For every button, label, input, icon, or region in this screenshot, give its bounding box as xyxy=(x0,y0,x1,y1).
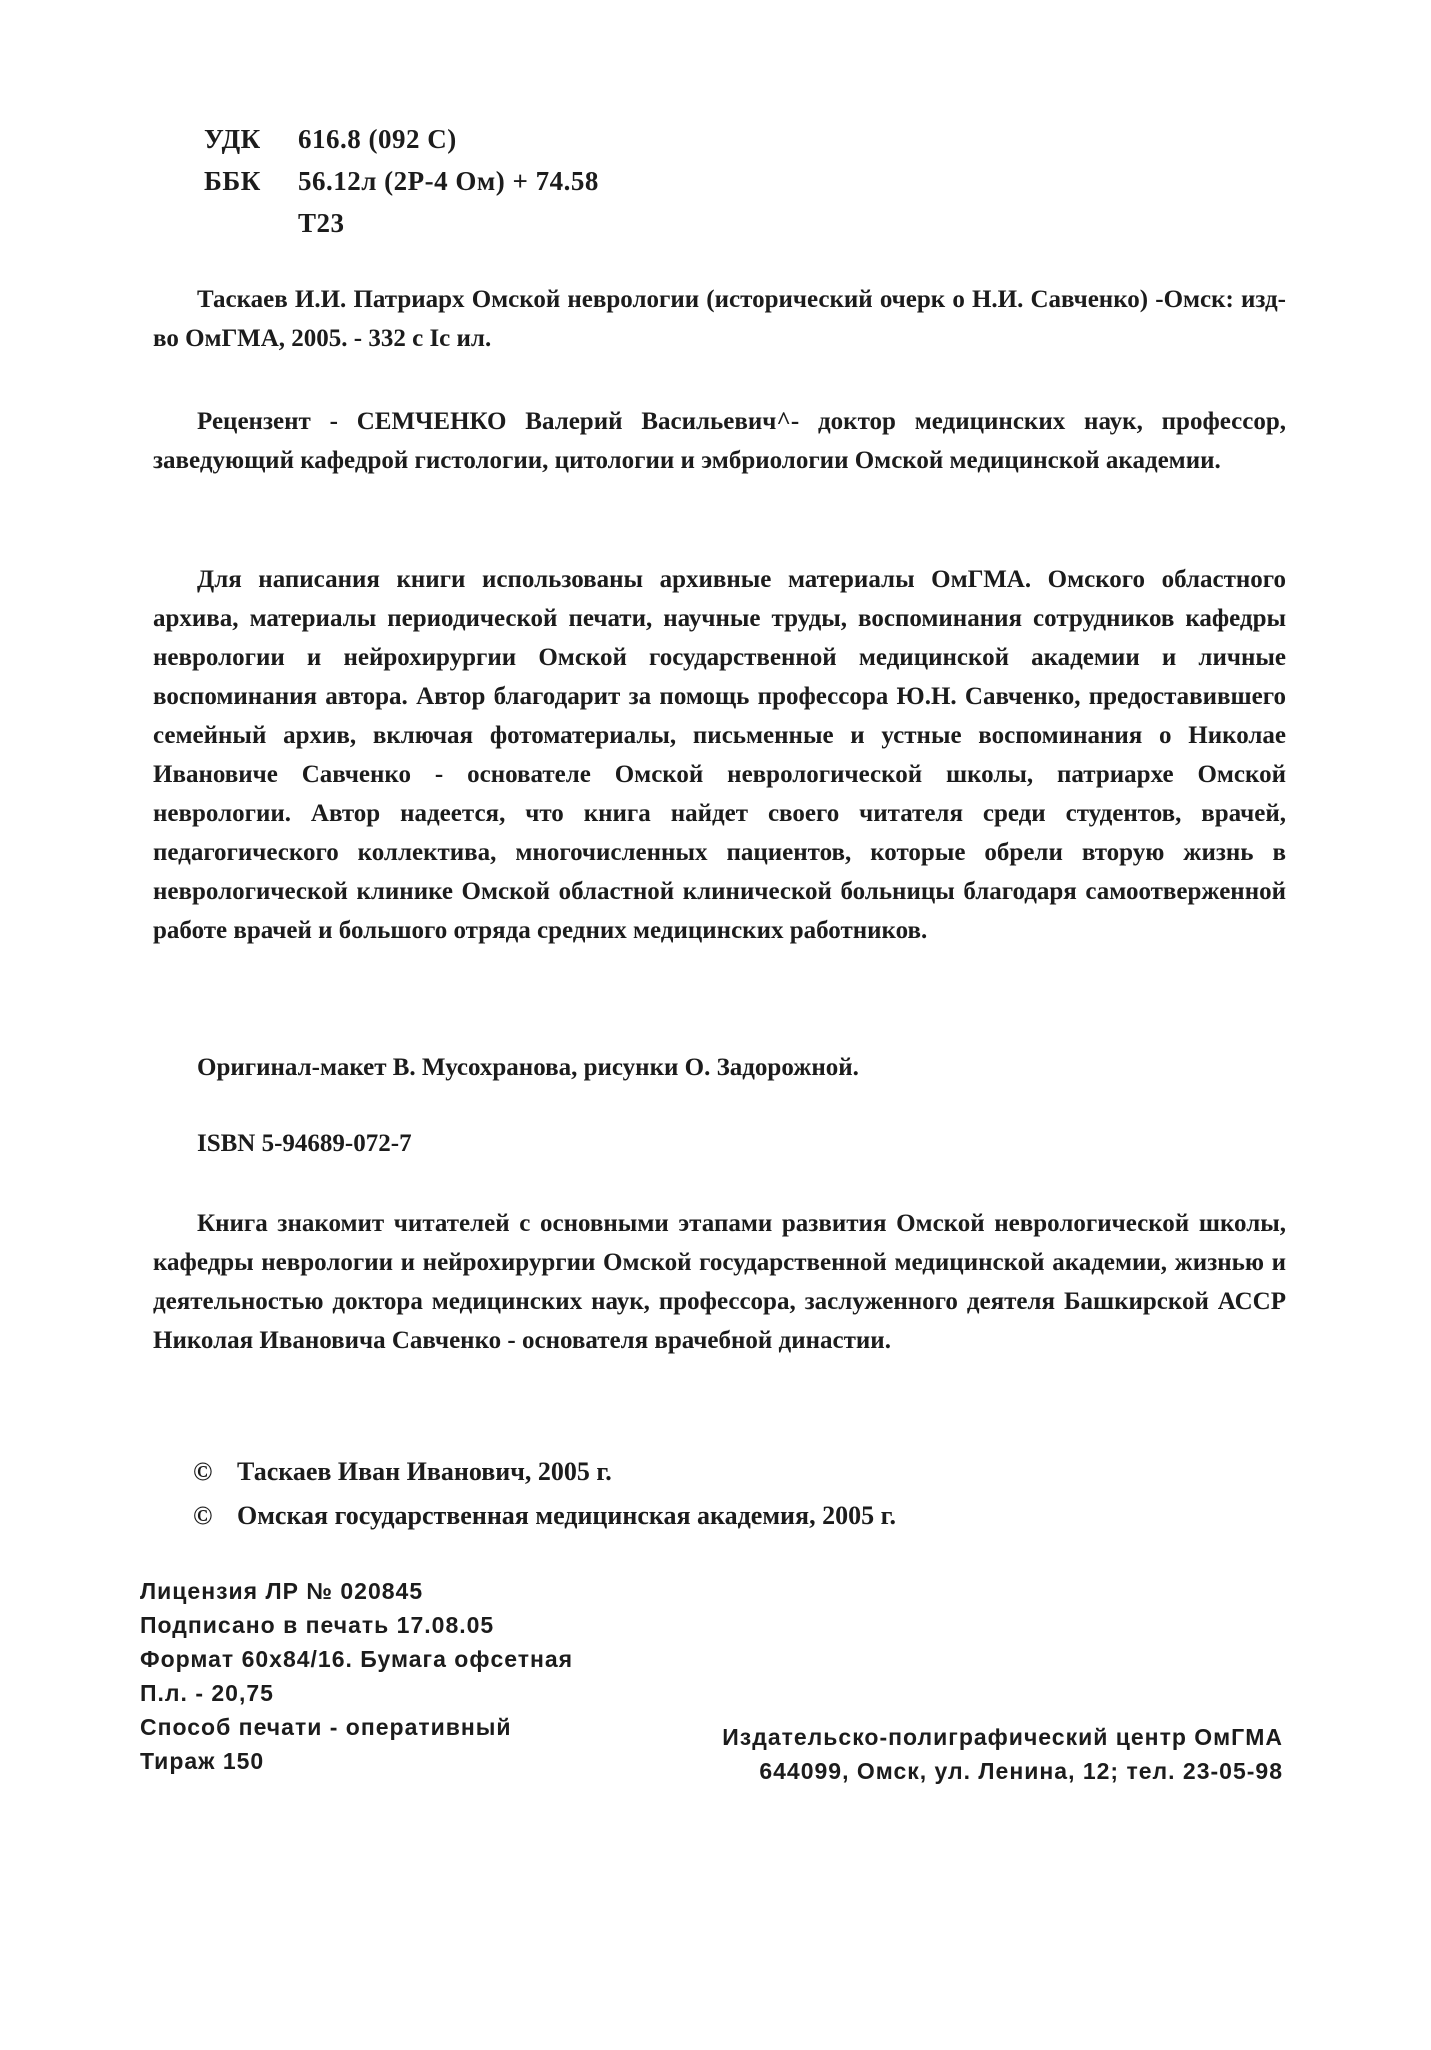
imprint-block xyxy=(140,1574,573,1778)
udk-row xyxy=(204,118,599,160)
author-mark: Т23 xyxy=(298,208,345,238)
sheets-line: П.л. - 20,75 xyxy=(140,1680,274,1706)
copyright-icon: © xyxy=(193,1457,213,1486)
layout-credit: Оригинал-макет В. Мусохранова, рисунки О. Задорожной. xyxy=(197,1054,859,1081)
signed-line: Подписано в печать 17.08.05 xyxy=(140,1612,495,1638)
annotation-paragraph: Книга знакомит читателей с основными этапами развития Омской неврологической школы, кафедры неврологии и нейрохирургии Омской государственной медицинской академии, жизнью и деятельностью доктора медицинских наук, профессора, заслуженного деятеля Башкирской АССР Николая Ивановича Савченко - основателя врачебной династии. xyxy=(153,1210,1286,1354)
bibliographic-entry: Таскаев И.И. Патриарх Омской неврологии (исторический очерк о Н.И. Савченко) -Омск: изд-во ОмГМА, 2005. - 332 с Ic ил. xyxy=(153,286,1286,352)
isbn: ISBN 5-94689-072-7 xyxy=(197,1130,412,1157)
copyright-text: Омская государственная медицинская академия, 2005 г. xyxy=(237,1501,896,1530)
copyright-icon: © xyxy=(193,1501,213,1530)
classification-block xyxy=(204,118,599,244)
bbk-row xyxy=(204,160,599,202)
bbk-value: 56.12л (2Р-4 Ом) + 74.58 xyxy=(298,166,599,196)
copyright-text: Таскаев Иван Иванович, 2005 г. xyxy=(237,1457,612,1486)
print-method-line: Способ печати - оперативный xyxy=(140,1714,512,1740)
copyright-line xyxy=(193,1496,896,1536)
publisher-block xyxy=(722,1720,1283,1788)
sources-paragraph: Для написания книги использованы архивные материалы ОмГМА. Омского областного архива, материалы периодической печати, научные труды, воспоминания сотрудников кафедры неврологии и нейрохирургии Омской государственной медицинской академии и личные воспоминания автора. Автор благодарит за помощь профессора Ю.Н. Савченко, предоставившего семейный архив, включая фотоматериалы, письменные и устные воспоминания о Николае Ивановиче Савченко - основателе Омской неврологической школы, патриархе Омской неврологии. Автор надеется, что книга найдет своего читателя среди студентов, врачей, педагогического коллектива, многочисленных пациентов, которые обрели вторую жизнь в неврологической клинике Омской областной клинической больницы благодаря самоотверженной работе врачей и большого отряда средних медицинских работников. xyxy=(153,566,1286,944)
publisher-address: 644099, Омск, ул. Ленина, 12; тел. 23-05-98 xyxy=(759,1758,1283,1784)
udk-value: 616.8 (092 С) xyxy=(298,124,457,154)
publisher-name: Издательско-полиграфический центр ОмГМА xyxy=(722,1724,1283,1750)
format-line: Формат 60х84/16. Бумага офсетная xyxy=(140,1646,574,1672)
print-run-line: Тираж 150 xyxy=(140,1748,265,1774)
copyright-line xyxy=(193,1452,612,1492)
license-line: Лицензия ЛР № 020845 xyxy=(140,1578,424,1604)
author-mark-row xyxy=(204,202,599,244)
bbk-label: ББК xyxy=(204,166,261,196)
reviewer-paragraph: Рецензент - СЕМЧЕНКО Валерий Васильевич^- доктор медицинских наук, профессор, заведующий кафедрой гистологии, цитологии и эмбриологии Омской медицинской академии. xyxy=(153,408,1286,474)
udk-label: УДК xyxy=(204,124,261,154)
